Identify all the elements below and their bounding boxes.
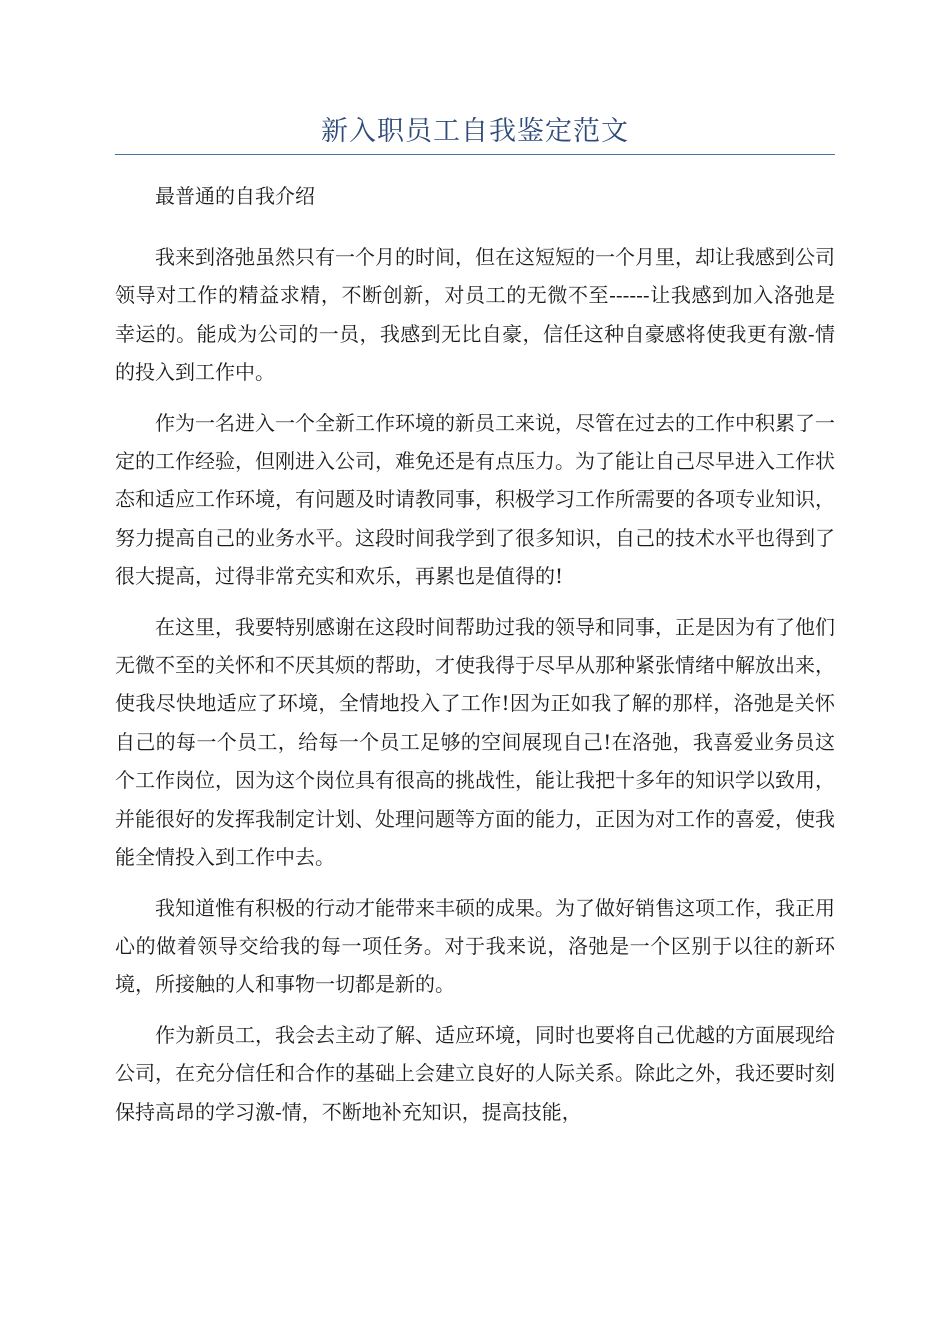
section-subheading: 最普通的自我介绍 [155, 184, 315, 208]
document-title: 新入职员工自我鉴定范文 [321, 116, 629, 147]
title-underline [115, 154, 835, 155]
paragraph-1: 我来到洛弛虽然只有一个月的时间，但在这短短的一个月里，却让我感到公司领导对工作的精益求精，不断创新，对员工的无微不至------让我感到加入洛弛是幸运的。能成为公司的一员，我感到无比自豪，信任这种自豪感将使我更有激-情的投入到工作中。 [115, 245, 835, 385]
paragraph-3: 在这里，我要特别感谢在这段时间帮助过我的领导和同事，正是因为有了他们无微不至的关怀和不厌其烦的帮助，才使我得于尽早从那种紧张情绪中解放出来，使我尽快地适应了环境，全情地投入了工作!因为正如我了解的那样，洛弛是关怀自己的每一个员工，给每一个员工足够的空间展现自己!在洛弛，我喜爱业务员这个工作岗位，因为这个岗位具有很高的挑战性，能让我把十多年的知识学以致用，并能很好的发挥我制定计划、处理问题等方面的能力，正因为对工作的喜爱，使我能全情投入到工作中去。 [115, 614, 835, 870]
document-body [115, 177, 835, 1143]
paragraph-2: 作为一名进入一个全新工作环境的新员工来说，尽管在过去的工作中积累了一定的工作经验，但刚进入公司，难免还是有点压力。为了能让自己尽早进入工作状态和适应工作环境，有问题及时请教同事，积极学习工作所需要的各项专业知识，努力提高自己的业务水平。这段时间我学到了很多知识，自己的技术水平也得到了很大提高，过得非常充实和欢乐，再累也是值得的! [115, 410, 835, 589]
paragraph-4: 我知道惟有积极的行动才能带来丰硕的成果。为了做好销售这项工作，我正用心的做着领导交给我的每一项任务。对于我来说，洛弛是一个区别于以往的新环境，所接触的人和事物一切都是新的。 [115, 895, 835, 997]
paragraph-5: 作为新员工，我会去主动了解、适应环境，同时也要将自己优越的方面展现给公司，在充分信任和合作的基础上会建立良好的人际关系。除此之外，我还要时刻保持高昂的学习激-情，不断地补充知识，提高技能， [115, 1022, 835, 1124]
